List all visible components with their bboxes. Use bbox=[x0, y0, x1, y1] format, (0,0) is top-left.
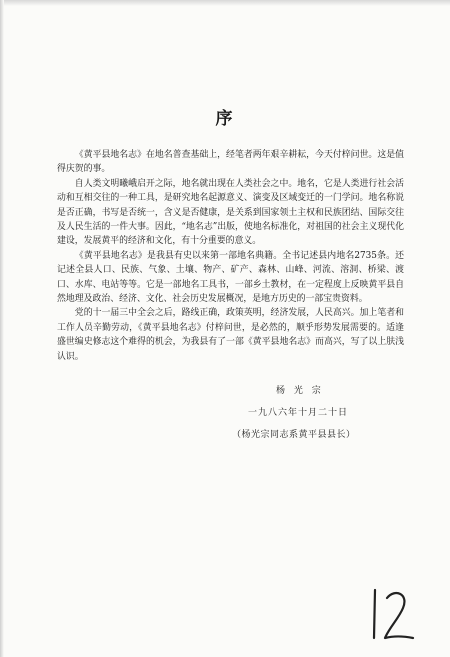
signature-note: （杨光宗同志系黄平县县长） bbox=[232, 430, 356, 440]
scan-edge-left bbox=[0, 0, 4, 657]
signature-block bbox=[232, 383, 404, 440]
preface-body bbox=[57, 148, 404, 364]
paragraph-4: 党的十一届三中全会之后，路线正确，政策英明，经济发展，人民高兴。加上笔者和工作人员辛勤劳动，《黄平县地名志》付梓问世，是必然的，顺乎形势发展需要的。适逢盛世编史修志这个难得的机会，为我县有了一部《黄平县地名志》而高兴，写了以上肤浅认识。 bbox=[57, 308, 404, 362]
paragraph-3: 《黄平县地名志》是我县有史以来第一部地名典籍。全书记述县内地名2735条。还记述全县人口、民族、气象、土壤、物产、矿产、森林、山峰、河流、溶洞、桥梁、渡口、水库、电站等等。它是一部地名工具书，一部乡土教材，在一定程度上反映黄平县自然地理及政治、经济、文化、社会历史发展概况，是地方历史的一部宝贵资料。 bbox=[57, 250, 404, 305]
signature-name: 杨 光 宗 bbox=[276, 386, 324, 396]
signature-date: 一九八六年十月二十日 bbox=[248, 408, 349, 418]
paragraph-1: 《黄平县地名志》在地名普查基础上，经笔者两年艰辛耕耘，今天付梓问世。这是值得庆贺的事。 bbox=[57, 150, 404, 175]
paragraph-2: 自人类文明曦峨启开之际，地名就出现在人类社会之中。地名，它是人类进行社会活动和互相交往的一种工具，是研究地名起源意义、演变及区域变迁的一门学问。地名称说是否正确，书写是否统一，含义是否健康，是关系到国家领土主权和民族团结、国际交往及人民生活的一件大事。因此，“地名志”出版，使地名标准化，对祖国的社会主义现代化建设，发展黄平的经济和文化，有十分重要的意义。 bbox=[57, 178, 404, 247]
scan-edge-top bbox=[0, 0, 450, 6]
preface-heading: 序 bbox=[215, 109, 235, 129]
handwritten-page-number bbox=[353, 586, 417, 642]
